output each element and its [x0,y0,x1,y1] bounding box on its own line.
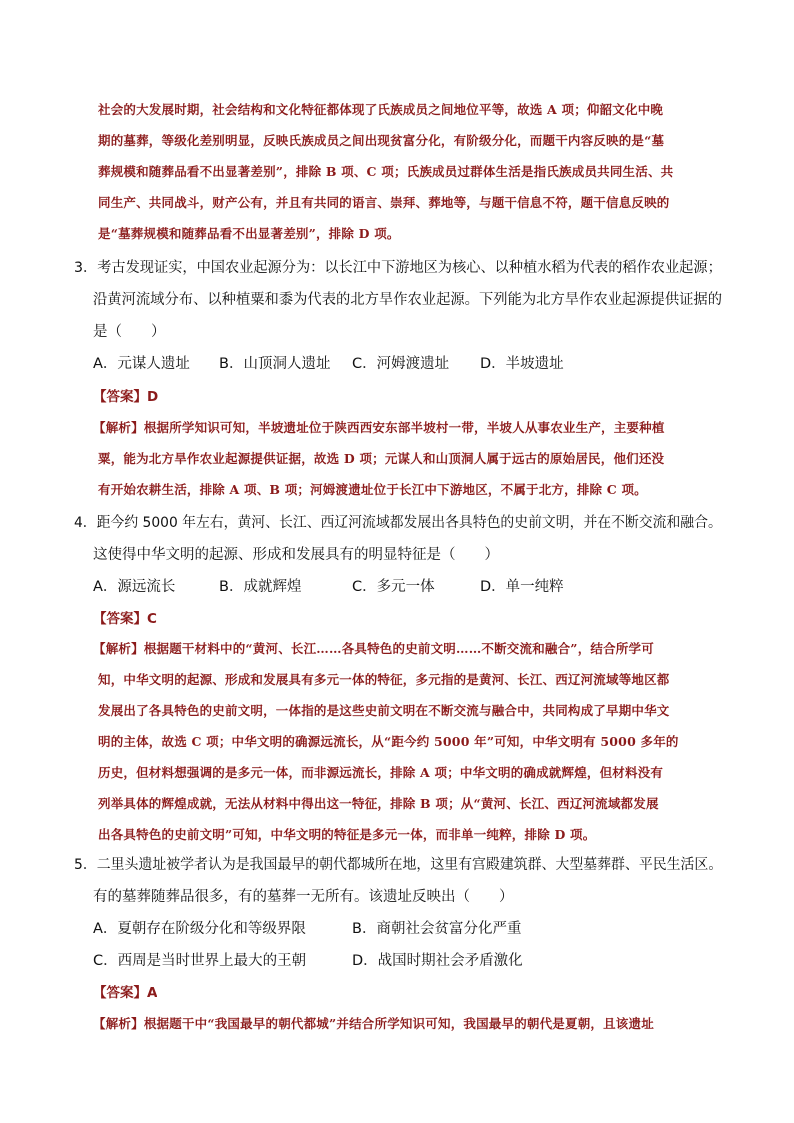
question-3-explanation-line: 有开始农耕生活，排除 A 项、B 项；河姆渡遗址位于长江中下游地区，不属于北方，排除 C 项。 [98,482,647,497]
answer-label: 【答案】 [93,985,147,1001]
question-3-option-a: A．元谋人遗址 [93,356,190,372]
question-5-stem: 5．二里头遗址被学者认为是我国最早的朝代都城所在地，这里有宫殿建筑群、大型墓葬群、平民生活区。 [74,857,723,873]
question-4-option-c: C．多元一体 [352,579,435,595]
intro-explanation-line: 同生产、共同战斗，财产公有，并且有共同的语言、崇拜、葬地等，与题干信息不符，题干信息反映的 [98,195,670,210]
question-4-option-b: B．成就辉煌 [219,579,302,595]
question-3-explanation [93,418,665,436]
question-3-stem: 是（ ） [93,324,166,340]
question-4-explanation-line: 出各具特色的史前文明”可知，中华文明的特征是多元一体，而非单一纯粹，排除 D 项。 [98,827,596,842]
answer-label: 【答案】 [93,611,147,627]
question-5-option-d: D．战国时期社会矛盾激化 [352,953,523,969]
question-3-stem: 沿黄河流域分布、以种植粟和黍为代表的北方旱作农业起源。下列能为北方旱作农业起源提供证据的 [93,292,723,308]
question-4-explanation-line: 列举具体的辉煌成就，无法从材料中得出这一特征，排除 B 项；从“黄河、长江、西辽河流域都发展 [98,796,659,811]
question-5-option-c: C．西周是当时世界上最大的王朝 [93,953,307,969]
question-4-explanation-line: 历史，但材料想强调的是多元一体，而非源远流长，排除 A 项；中华文明的确成就辉煌，但材料没有 [98,765,664,780]
intro-explanation-line: 社会的大发展时期，社会结构和文化特征都体现了氏族成员之间地位平等，故选 A 项；仰韶文化中晚 [98,102,664,117]
question-4-explanation [93,639,654,657]
question-4-option-d: D．单一纯粹 [480,579,564,595]
question-4-stem: 这使得中华文明的起源、形成和发展具有的明显特征是（ ） [93,547,499,563]
question-4-answer [93,607,157,627]
question-4-explanation-line: 发展出了各具特色的史前文明，一体指的是这些史前文明在不断交流与融合中，共同构成了早期中华文 [98,703,670,718]
intro-explanation-line: 葬规模和随葬品看不出显著差别”，排除 B 项、C 项；氏族成员过群体生活是指氏族成员共同生活、共 [98,164,674,179]
intro-explanation-line: 期的墓葬，等级化差别明显，反映氏族成员之间出现贫富分化，有阶级分化，而题干内容反映的是“墓 [98,133,665,148]
explanation-text: 根据所学知识可知，半坡遗址位于陕西西安东部半坡村一带，半坡人从事农业生产，主要种植 [143,420,665,435]
question-4-option-a: A．源远流长 [93,579,176,595]
explanation-text: 根据题干中“我国最早的朝代都城”并结合所学知识可知，我国最早的朝代是夏朝，且该遗址 [143,1016,654,1031]
question-5-option-b: B．商朝社会贫富分化严重 [352,921,522,937]
question-3-option-b: B．山顶洞人遗址 [219,356,331,372]
answer-value: C [147,611,157,627]
question-4-explanation-line: 知，中华文明的起源、形成和发展具有多元一体的特征，多元指的是黄河、长江、西辽河流域等地区都 [98,672,670,687]
question-3-option-c: C．河姆渡遗址 [352,356,450,372]
explanation-text: 根据题干材料中的“黄河、长江……各具特色的史前文明……不断交流和融合”，结合所学可 [143,641,654,656]
question-5-answer [93,981,157,1001]
question-4-explanation-line: 明的主体，故选 C 项；中华文明的确源远流长，从“距今约 5000 年”可知，中华文明有 5000 多年的 [98,734,679,749]
question-3-explanation-line: 粟，能为北方旱作农业起源提供证据，故选 D 项；元谋人和山顶洞人属于远古的原始居民，他们还没 [98,451,665,466]
question-3-option-d: D．半坡遗址 [480,356,564,372]
intro-explanation-line: 是“墓葬规模和随葬品看不出显著差别”，排除 D 项。 [98,226,400,241]
question-5-explanation [93,1014,654,1032]
question-3-answer [93,385,158,405]
question-3-stem: 3．考古发现证实，中国农业起源分为：以长江中下游地区为核心、以种植水稻为代表的稻作农业起源； [74,260,722,276]
question-5-stem: 有的墓葬随葬品很多，有的墓葬一无所有。该遗址反映出（ ） [93,889,514,905]
explanation-label: 【解析】 [93,641,144,656]
question-5-option-a: A．夏朝存在阶级分化和等级界限 [93,921,306,937]
explanation-label: 【解析】 [93,1016,144,1031]
explanation-label: 【解析】 [93,420,144,435]
question-4-stem: 4．距今约 5000 年左右，黄河、长江、西辽河流域都发展出各具特色的史前文明，并在不断交流和融合。 [74,515,722,531]
answer-value: D [147,389,159,405]
answer-value: A [147,985,158,1001]
answer-label: 【答案】 [93,389,147,405]
